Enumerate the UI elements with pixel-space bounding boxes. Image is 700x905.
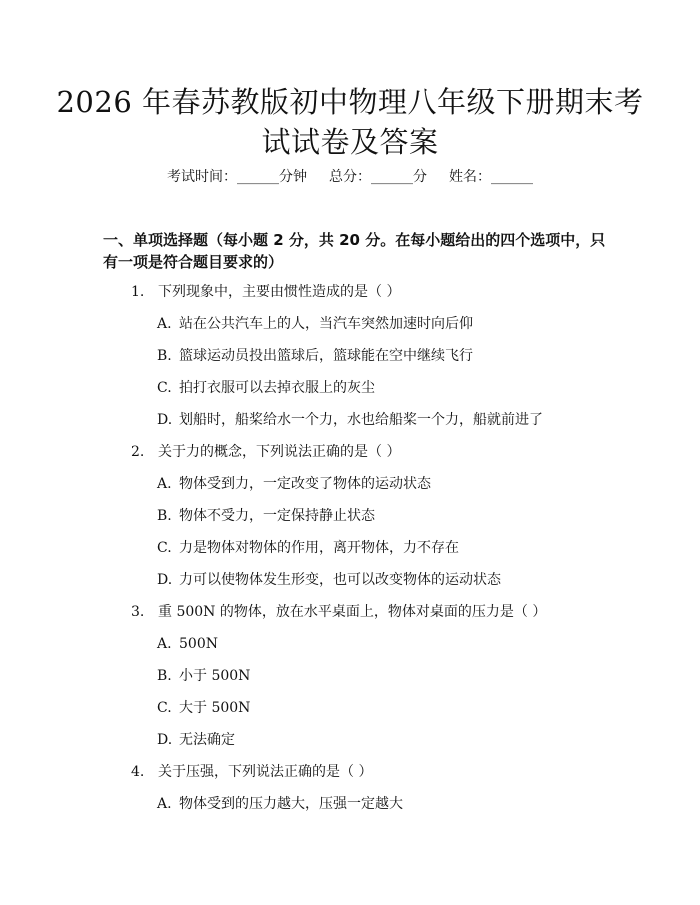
question-3-option-d — [157, 730, 235, 750]
exam-meta-line — [0, 167, 700, 187]
option-text: 物体受到的压力越大，压强一定越大 — [179, 796, 403, 812]
question-3-option-c — [157, 698, 250, 718]
question-text: 重 500N 的物体，放在水平桌面上，物体对桌面的压力是（ ） — [158, 604, 547, 620]
question-number: 1. — [131, 284, 145, 300]
option-text: 站在公共汽车上的人，当汽车突然加速时向后仰 — [179, 316, 473, 332]
question-number: 2. — [131, 444, 145, 460]
question-2-option-d — [157, 570, 501, 590]
student-name: 姓名：______ — [449, 169, 533, 185]
question-1-option-d — [157, 410, 543, 430]
option-text: 大于 500N — [179, 700, 251, 716]
question-text: 关于力的概念，下列说法正确的是（ ） — [158, 444, 401, 460]
exam-total-score: 总分：______分 — [329, 169, 427, 185]
question-number: 3. — [131, 604, 145, 620]
exam-title-line-1: 2026 年春苏教版初中物理八年级下册期末考 — [56, 85, 644, 119]
option-label: A. — [157, 316, 172, 332]
exam-time: 考试时间：______分钟 — [167, 169, 307, 185]
option-label: B. — [157, 668, 172, 684]
option-text: 物体不受力，一定保持静止状态 — [179, 508, 375, 524]
option-label: C. — [157, 700, 172, 716]
option-label: A. — [157, 476, 172, 492]
question-2 — [131, 442, 400, 462]
option-text: 物体受到力，一定改变了物体的运动状态 — [179, 476, 431, 492]
question-text: 关于压强，下列说法正确的是（ ） — [158, 764, 373, 780]
option-label: C. — [157, 380, 172, 396]
option-label: A. — [157, 796, 172, 812]
question-2-option-a — [157, 474, 431, 494]
option-text: 力可以使物体发生形变，也可以改变物体的运动状态 — [179, 572, 501, 588]
option-label: D. — [157, 412, 173, 428]
option-text: 力是物体对物体的作用，离开物体，力不存在 — [179, 540, 459, 556]
question-3-option-a — [157, 634, 218, 654]
option-label: D. — [157, 732, 173, 748]
option-label: A. — [157, 636, 172, 652]
option-text: 小于 500N — [179, 668, 251, 684]
option-label: C. — [157, 540, 172, 556]
option-label: B. — [157, 348, 172, 364]
section-heading-single-choice: 一、单项选择题（每小题 2 分，共 20 分。在每小题给出的四个选项中，只有一项是符合题目要求的） — [103, 231, 606, 271]
exam-title-line-2: 试试卷及答案 — [261, 125, 439, 159]
question-1-option-c — [157, 378, 375, 398]
question-number: 4. — [131, 764, 145, 780]
question-4 — [131, 762, 372, 782]
option-text: 500N — [179, 636, 218, 652]
question-2-option-b — [157, 506, 375, 526]
question-1-option-b — [157, 346, 473, 366]
question-1-option-a — [157, 314, 473, 334]
question-text: 下列现象中，主要由惯性造成的是（ ） — [158, 284, 401, 300]
question-4-option-a — [157, 794, 403, 814]
question-3-option-b — [157, 666, 250, 686]
question-1 — [131, 282, 400, 302]
question-2-option-c — [157, 538, 459, 558]
option-text: 划船时，船桨给水一个力，水也给船桨一个力，船就前进了 — [179, 412, 543, 428]
option-text: 篮球运动员投出篮球后，篮球能在空中继续飞行 — [179, 348, 473, 364]
option-text: 无法确定 — [179, 732, 235, 748]
option-text: 拍打衣服可以去掉衣服上的灰尘 — [179, 380, 375, 396]
option-label: B. — [157, 508, 172, 524]
question-3 — [131, 602, 546, 622]
option-label: D. — [157, 572, 173, 588]
